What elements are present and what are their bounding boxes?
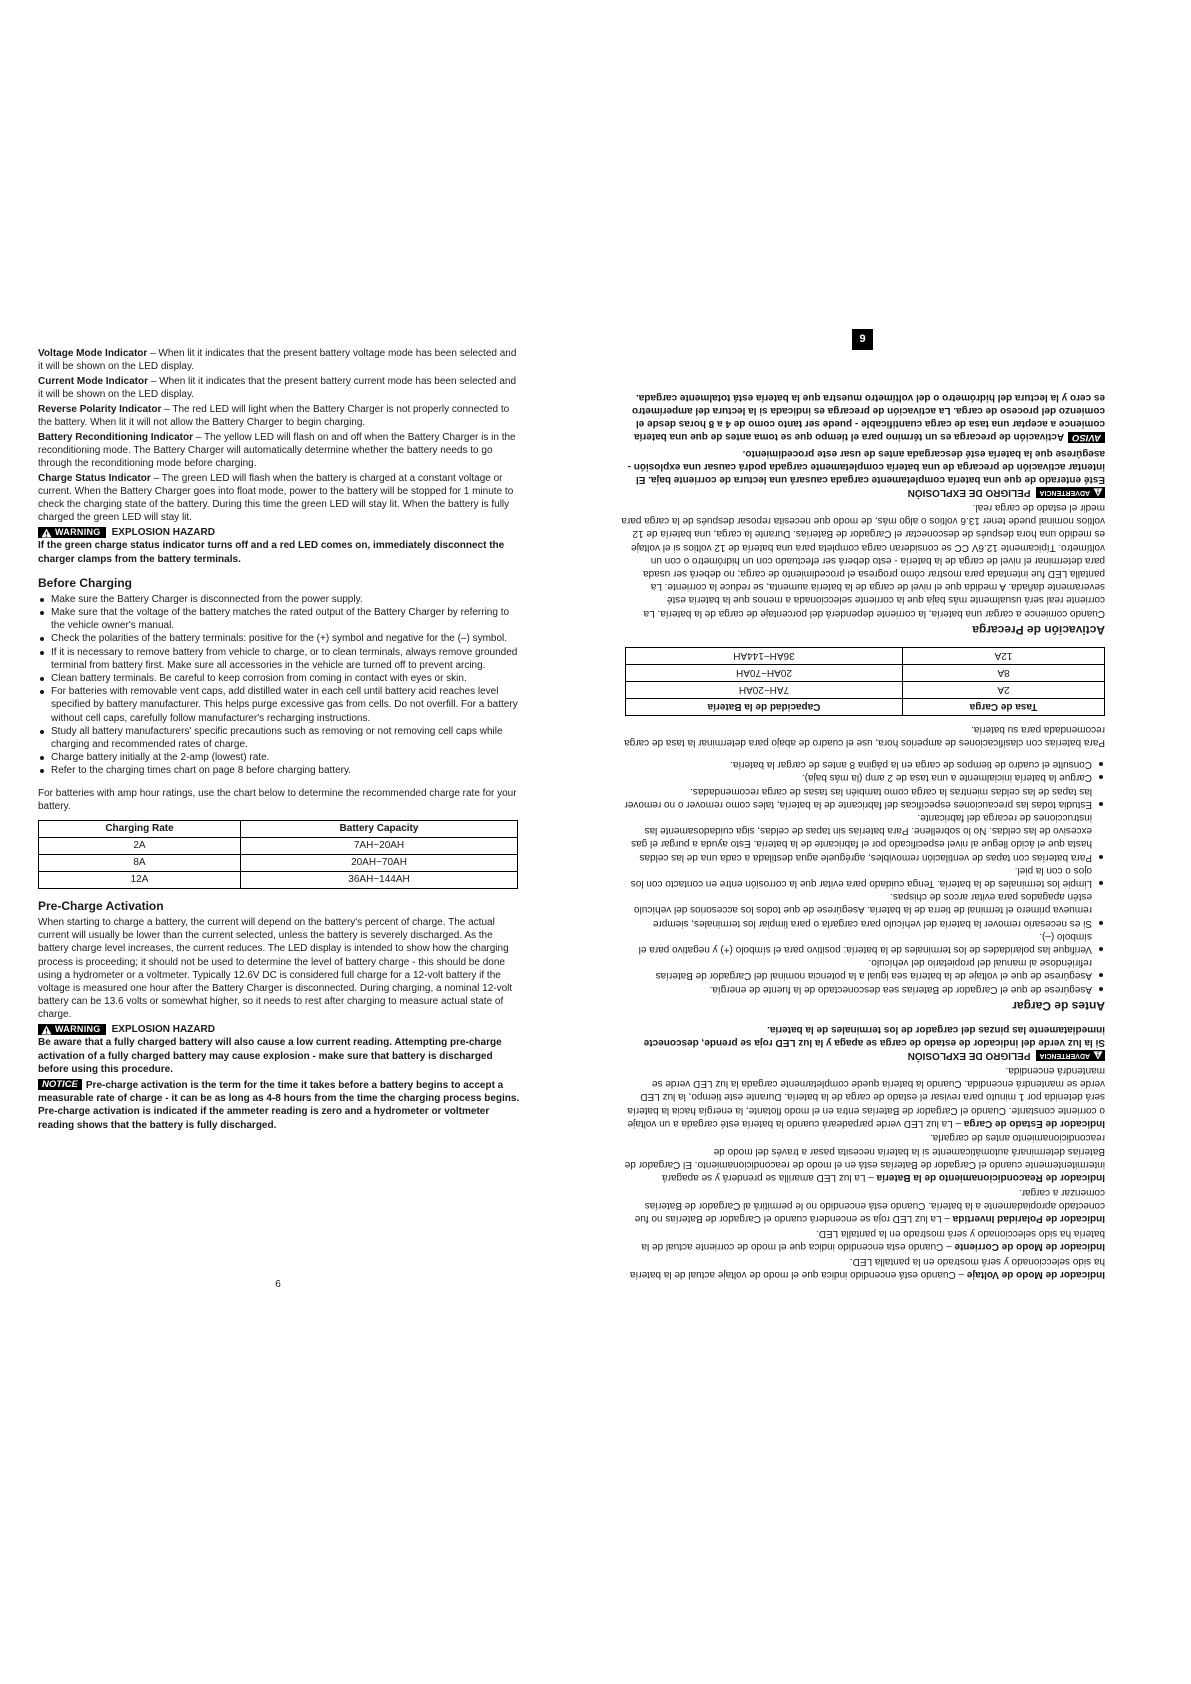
table-row	[626, 664, 1105, 681]
table-cell: 2A	[903, 681, 1105, 698]
indicator-reverse-polarity	[621, 1186, 1105, 1226]
list-item: Check the polarities of the battery terminals: positive for the (+) symbol and negative for the (–) symbol.	[38, 632, 522, 645]
indicator-description: – The red LED will light when the Battery Charger is not properly connected to the battery. When lit it will not allow the Battery Charger to begin charging.	[38, 403, 510, 429]
indicator-description: – La luz LED roja se encenderá cuando el Cargador de Baterías no fue conectado apropiadamente a la batería. Cuando está encendido no le permitirá al Cargador de Baterías comenzar a cargar.	[634, 1186, 1105, 1225]
list-item: For batteries with removable vent caps, add distilled water in each cell until battery acid reaches level specified by battery manufacturer. This helps purge excessive gas from cells. Do not overfill. For a battery without cell caps, carefully follow manufacturer's recharging instructions.	[38, 685, 522, 725]
warning-text: Si la luz verde del indicador de estado de carga se apaga y la luz LED roja se prende, desconecte inmediatamente las pinzas del cargador de los terminales de la batería.	[643, 1023, 1105, 1049]
warning-header	[621, 1049, 1105, 1062]
warning-badge	[38, 1024, 106, 1035]
indicator-term: Indicador de Modo de Corriente	[954, 1241, 1105, 1253]
list-item: Asegúrese de que el voltaje de la batería sea igual a la potencia nominal del Cargador de Baterías refiriéndose al manual del propietario del vehículo.	[621, 956, 1105, 982]
notice-badge: AVISO	[1068, 432, 1105, 443]
list-item: Clean battery terminals. Be careful to keep corrosion from coming in contact with eyes or skin.	[38, 672, 522, 685]
indicator-term: Indicador de Modo de Voltaje	[966, 1269, 1105, 1280]
table-cell: 12A	[39, 871, 241, 888]
table-cell: 7AH~20AH	[241, 837, 518, 854]
section-heading-pre-charge: Pre-Charge Activation	[38, 898, 164, 913]
indicator-voltage-mode	[38, 347, 522, 373]
table-cell: 8A	[39, 854, 241, 871]
indicator-current-mode	[38, 375, 522, 401]
notice-badge: NOTICE	[38, 1079, 82, 1090]
warning-badge	[1036, 487, 1105, 498]
table-cell: 20AH~70AH	[241, 854, 518, 871]
list-item: Para baterías con tapas de ventilación removibles, agréguele agua destilada a cada una de las celdas hasta que el ácido llegue al nivel especificado por el fabricante de la batería. Esto ayuda a purgar el gas excesivo de las celdas. No lo sobrellene. Para baterías sin tapas de celdas, siga cuidadosamente las instrucciones de recarga del fabricante.	[621, 811, 1105, 864]
pre-charge-paragraph: Cuando comience a cargar una batería, la corriente dependerá del porcentaje de carga de la batería. La corriente real será usualmente más baja que la corriente seleccionada a menos que la batería esté severamente dañada. A medida que el nivel de carga de la batería aumenta, se reduce la corriente. La pantalla LED fue intentada para mostrar cómo progresa el procedimiento de carga; no deberá ser usada para determinar el nivel de carga de la batería - esto deberá ser efectuado con un hidrómetro o con un voltímetro. Típicamente 12.6V CC se consideran carga completa para una batería de 12 voltios si el voltaje es medido una hora después de desconectar el Cargador de Baterías. Durante la carga, una batería de 12 voltios nominal puede tener 13.6 voltios o algo más, de modo que necesita reposar después de la carga para medir el estado de carga real.	[621, 501, 1105, 619]
list-item: Make sure that the voltage of the battery matches the rated output of the Battery Charger by referring to the vehicle owner's manual.	[38, 606, 522, 632]
table-row	[39, 854, 518, 871]
indicator-voltage-mode	[621, 1255, 1105, 1281]
table-cell: 12A	[903, 647, 1105, 664]
indicator-term: Charge Status Indicator	[38, 472, 151, 484]
table-cell: 2A	[39, 837, 241, 854]
warning-title: EXPLOSION HAZARD	[111, 527, 215, 539]
chart-intro: Para baterías con clasificaciones de amperios hora, use el cuadro de abajo para determinar la tasa de carga recomendada para su batería.	[624, 723, 1105, 748]
list-item: Consulte el cuadro de tiempos de carga en la página 8 antes de cargar la batería.	[621, 758, 1105, 771]
english-page	[38, 347, 522, 1133]
charge-rate-table	[38, 820, 518, 889]
list-item: Study all battery manufacturers' specific precautions such as removing or not removing cell caps while charging and recommended rates of charge.	[38, 725, 522, 751]
table-cell: 36AH~144AH	[241, 871, 518, 888]
list-item: Asegúrese de que el Cargador de Baterías sea desconectado de la fuente de energía.	[621, 982, 1105, 995]
indicator-term: Reverse Polarity Indicator	[38, 403, 162, 415]
indicator-description: – Cuando esta encendido indica que el modo de corriente actual de la batería ha sido seleccionado y será mostrado en la pantalla LED.	[641, 1227, 1105, 1253]
warning-badge-label: ADVERTENCIA	[1039, 1052, 1090, 1060]
warning-header	[38, 1023, 522, 1036]
list-item: Make sure the Battery Charger is disconnected from the power supply.	[38, 593, 522, 606]
warning-badge	[1036, 1050, 1105, 1061]
notice-text: Activación de precarga es un término para el tiempo que se toma antes de que una batería comience a aceptar una tasa de carga cuantificable - puede ser tanto como de 4 a 8 horas desde el comienzo del proceso de carga. La activación de precarga es indicada si la lectura del amperímetro es cero y la lectura del hidrómetro o del voltímetro muestra que la batería está totalmente cargada.	[632, 391, 1105, 443]
list-item: Limpie los terminales de la batería. Tenga cuidado para evitar que la corrosión entre en contacto con los ojos o con la piel.	[621, 864, 1105, 890]
table-row	[39, 837, 518, 854]
table-header-cell: Tasa de Carga	[903, 698, 1105, 715]
section-heading-before-charging: Antes de Cargar	[1012, 998, 1105, 1013]
table-header-row	[39, 820, 518, 837]
spanish-page-rotated	[621, 352, 1105, 1286]
section-heading-before-charging: Before Charging	[38, 575, 133, 590]
indicator-description: – La luz LED verde parpadeará cuando la batería esté cargada a un voltaje o corriente constante. Cuando el Cargador de Baterías entra en el modo flotante, la energía hacia la batería será detenida por 1 minuto para revisar el estado de carga de la batería. Durante este tiempo, la luz LED verde se mantendrá encendida. Cuando la batería quede completamente cargada la luz LED verde se mantendrá encendida.	[627, 1064, 1105, 1129]
indicator-battery-reconditioning	[38, 431, 522, 471]
table-header-cell: Capacidad de la Batería	[626, 698, 903, 715]
warning-badge-label: ADVERTENCIA	[1039, 489, 1090, 497]
list-item: Verifique las polaridades de los terminales de la batería: positivo para el símbolo (+) y negativo para el símbolo (–).	[621, 930, 1105, 956]
warning-header	[38, 526, 522, 539]
indicator-term: Indicador de Estado de Carga	[963, 1117, 1105, 1129]
table-cell: 20AH~70AH	[626, 664, 903, 681]
page-number: 6	[275, 1279, 281, 1290]
indicator-current-mode	[621, 1227, 1105, 1253]
warning-triangle-icon	[41, 528, 52, 538]
list-item: Estudia todas las precauciones específicas del fabricante de la batería, tales como remover o no remover las tapas de las celdas mientras la carga como también las tasas de carga recomendadas.	[621, 784, 1105, 810]
warning-triangle-icon	[41, 1025, 52, 1035]
indicator-description: – Cuando está encendido indica que el modo de voltaje actual de la batería ha sido seleccionado y será mostrado en la pantalla LED.	[629, 1255, 1105, 1280]
warning-triangle-icon	[1093, 1051, 1103, 1060]
notice-text: Pre-charge activation is the term for the time it takes before a battery begins to accept a measurable rate of charge - it can be as long as 4-8 hours from the time the charging process begins. Pre-charge activation is indicated if the ammeter reading is zero and a hydrometer or voltmeter reading shows that the battery is fully discharged.	[38, 1079, 520, 1131]
charge-rate-table	[625, 647, 1105, 716]
warning-text: If the green charge status indicator turns off and a red LED comes on, immediately disconnect the charger clamps from the battery terminals.	[38, 540, 505, 565]
indicator-term: Current Mode Indicator	[38, 375, 149, 387]
warning-header	[621, 486, 1105, 499]
table-row	[626, 681, 1105, 698]
warning-badge-label: WARNING	[55, 527, 101, 538]
list-item: If it is necessary to remove battery from vehicle to charge, or to clean terminals, always remove grounded terminal from battery first. Make sure all accessories in the vehicle are turned off to prevent arcing.	[38, 646, 522, 672]
indicator-description: – The green LED will flash when the battery is charged at a constant voltage or current. When the Battery Charger goes into float mode, power to the battery will be stopped for 1 minute to check the charging state of the battery. During this time the green LED will stay lit. When the battery is fully charged the green LED will stay lit.	[38, 472, 514, 524]
section-heading-pre-charge: Activación de Precarga	[972, 622, 1105, 637]
warning-title: PELIGRO DE EXPLOSIÓN	[907, 1050, 1031, 1062]
indicator-description: – When lit it indicates that the present battery current mode has been selected and it will be shown on the LED display.	[38, 375, 517, 401]
notice-paragraph	[38, 1079, 522, 1132]
warning-badge	[38, 527, 106, 538]
indicator-term: Indicador de Polaridad Invertida	[952, 1213, 1105, 1225]
warning-text: Esté enterado de que una batería completamente cargada causará una lectura de corriente baja. El intentar activación de precarga de una batería completamente cargada podrá causar una explosión - asegúrese que la batería esté descargada antes de usar este procedimiento.	[627, 447, 1105, 486]
table-cell: 7AH~20AH	[626, 681, 903, 698]
list-item: Refer to the charging times chart on page 8 before charging battery.	[38, 764, 522, 777]
table-header-cell: Battery Capacity	[241, 820, 518, 837]
indicator-term: Battery Reconditioning Indicator	[38, 431, 194, 443]
notice-paragraph	[621, 391, 1105, 444]
indicator-reverse-polarity	[38, 403, 522, 429]
table-row	[626, 647, 1105, 664]
table-cell: 8A	[903, 664, 1105, 681]
warning-triangle-icon	[1093, 488, 1103, 497]
list-item: Charge battery initially at the 2-amp (lowest) rate.	[38, 751, 522, 764]
warning-title: PELIGRO DE EXPLOSIÓN	[907, 487, 1031, 499]
warning-title: EXPLOSION HAZARD	[111, 1024, 215, 1036]
indicator-charge-status	[621, 1064, 1105, 1130]
warning-badge-label: WARNING	[55, 1024, 101, 1035]
before-charging-list	[621, 758, 1105, 996]
chart-intro: For batteries with amp hour ratings, use the chart below to determine the recommended charge rate for your battery.	[38, 787, 517, 812]
indicator-term: Indicador de Reacondicionamiento de la Batería	[876, 1172, 1105, 1184]
indicator-description: – La luz LED amarilla se prenderá y se apagará intermitentemente cuando el Cargador de Baterías está en el modo de reacondicionamiento. El Cargador de Baterías determinará automáticamente si la batería necesita pasar a través del modo de reacondicionamiento antes de cargarla.	[624, 1132, 1105, 1184]
table-header-row	[626, 698, 1105, 715]
list-item: Si es necesario remover la batería del vehículo para cargarla o para limpiar los terminales, siempre remueva primero el terminal de tierra de la batería. Asegúrese de que todos los accesorios del vehículo estén apagados para evitar arcos de chispas.	[621, 890, 1105, 930]
indicator-battery-reconditioning	[621, 1131, 1105, 1184]
list-item: Cargue la batería inicialmente a una tasa de 2 amp (la más baja).	[621, 771, 1105, 784]
indicator-description: – The yellow LED will flash on and off when the Battery Charger is in the reconditioning mode. The Battery Charger will automatically determine whether the battery needs to go through the reconditioning mode before charging.	[38, 431, 516, 470]
table-cell: 36AH~144AH	[626, 647, 903, 664]
table-header-cell: Charging Rate	[39, 820, 241, 837]
indicator-term: Voltage Mode Indicator	[38, 348, 148, 359]
table-row	[39, 871, 518, 888]
before-charging-list	[38, 593, 522, 778]
pre-charge-paragraph: When starting to charge a battery, the current will depend on the battery's percent of charge. The actual current will usually be lower than the current selected, unless the battery is severely discharged. As the battery charge level increases, the current reduces. The LED display is intended to show how the charging process is proceeding; it should not be used to determine the level of battery charge - this should be done using a hydrometer or a voltmeter. Typically 12.6V DC is considered full charge for a 12-volt battery if the voltage is measured one hour after the Battery Charger is disconnected. During charging, a nominal 12-volt battery can be 13.6 volts or somewhat higher, so it needs to rest after charging to measure actual state of charge.	[38, 916, 513, 1021]
warning-text: Be aware that a fully charged battery will also cause a low current reading. Attempting pre-charge activation of a fully charged battery may cause explosion - make sure that battery is discharged before using this procedure.	[38, 1037, 502, 1075]
indicator-charge-status	[38, 472, 522, 525]
page-number: 9	[852, 329, 873, 350]
indicator-description: – When lit it indicates that the present battery voltage mode has been selected and it will be shown on the LED display.	[38, 348, 517, 373]
